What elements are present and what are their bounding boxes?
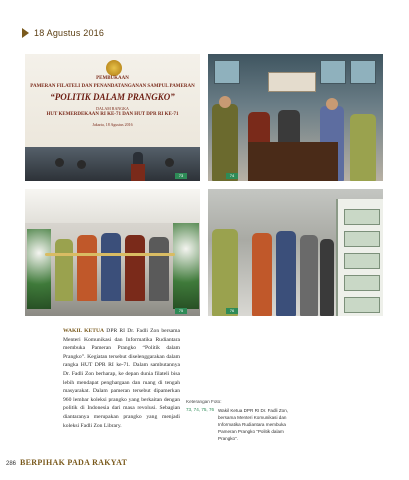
flower-arrangement (173, 223, 199, 309)
stamp-frame (344, 209, 380, 225)
audience-head (77, 160, 86, 169)
audience-head (165, 158, 174, 167)
stamp-frame (344, 231, 380, 247)
banner-line-3: “POLITIK DALAM PRANGKO” (50, 92, 175, 102)
banner-line-6: Jakarta, 18 Agustus 2016 (92, 122, 133, 127)
article-body (63, 327, 180, 430)
event-banner (25, 54, 200, 147)
person (276, 231, 296, 316)
ceiling (25, 189, 200, 223)
flower-arrangement (27, 229, 51, 309)
stamp-frame (344, 275, 380, 291)
photo-opening-speech (25, 54, 200, 181)
article-text: DPR RI Dr. Fadli Zon bersama Menteri Komunikasi dan Informatika Rudiantara membuka Pameran Prangko “Politik dalam Prangko”. Kegiatan tersebut diselenggarakan dalam rangka HUT DPR RI ke-71. Dalam sambutannya Dr. Fadli Zon berharap, ke depan dunia filateli bisa lebih mendapat penghargaan dan ruang di tengah masyarakat. Dalam pameran tersebut dipamerkan 960 lembar koleksi prangko yang berkaitan dengan politik di Indonesia dari masa revolusi. Sebagian diantaranya merupakan prangko yang menjadi koleksi Fadli Zon Library. (63, 328, 180, 429)
banner-line-2: PAMERAN FILATELI DAN PENANDATANGANAN SAMPUL PAMERAN (30, 84, 195, 89)
audience-area (25, 147, 200, 181)
signing-table (248, 142, 338, 181)
photo-number-tag: 75 (175, 308, 187, 314)
person (212, 229, 238, 316)
photo-caption (186, 399, 296, 442)
photo-ribbon-cutting (25, 189, 200, 316)
stamp-frame (344, 297, 380, 313)
person-head (326, 98, 338, 110)
photo-signing-table (208, 54, 383, 181)
audience-head (55, 158, 64, 167)
magazine-title: BERPIHAK PADA RAKYAT (20, 458, 128, 467)
triangle-bullet-icon (22, 28, 29, 38)
podium (131, 164, 145, 181)
photo-exhibition-tour (208, 189, 383, 316)
person (55, 239, 73, 301)
header-date: 18 Agustus 2016 (34, 28, 105, 38)
person (320, 239, 334, 316)
person (350, 114, 376, 181)
caption-text: Wakil Ketua DPR RI Dr. Fadli Zon, bersama Menteri Komunikasi dan Informatika Rudiantara membuka Pameran Prangko “Politik dalam Prangko”. (218, 408, 289, 441)
person (77, 235, 97, 301)
photo-number-tag: 73 (175, 173, 187, 179)
person (149, 237, 169, 301)
page-number: 286 (6, 461, 17, 467)
caption-title: Keterangan Foto: (186, 399, 222, 404)
person (252, 233, 272, 316)
stamp-display-panel (336, 199, 383, 316)
person (212, 104, 238, 181)
article-lead: WAKIL KETUA (63, 328, 105, 334)
banner-line-1: PEMBUKAAN (96, 76, 129, 81)
garuda-emblem-icon (106, 60, 122, 76)
page-footer (6, 458, 127, 467)
person-head (219, 96, 231, 108)
window (320, 60, 346, 84)
banner-line-5: HUT KEMERDEKAAN RI KE-71 DAN HUT DPR RI KE-71 (46, 112, 179, 117)
window (350, 60, 376, 84)
window (214, 60, 240, 84)
stamp-frame (344, 253, 380, 269)
person (300, 235, 318, 316)
person (101, 233, 121, 301)
exhibition-sign (268, 72, 316, 92)
banner-line-4: DALAM RANGKA (96, 106, 129, 111)
person (125, 235, 145, 301)
photo-number-tag: 74 (226, 173, 238, 179)
photo-number-tag: 76 (226, 308, 238, 314)
ribbon (45, 253, 175, 256)
page-header (22, 27, 104, 39)
caption-photo-numbers: 73, 74, 75, 76 (186, 407, 215, 412)
